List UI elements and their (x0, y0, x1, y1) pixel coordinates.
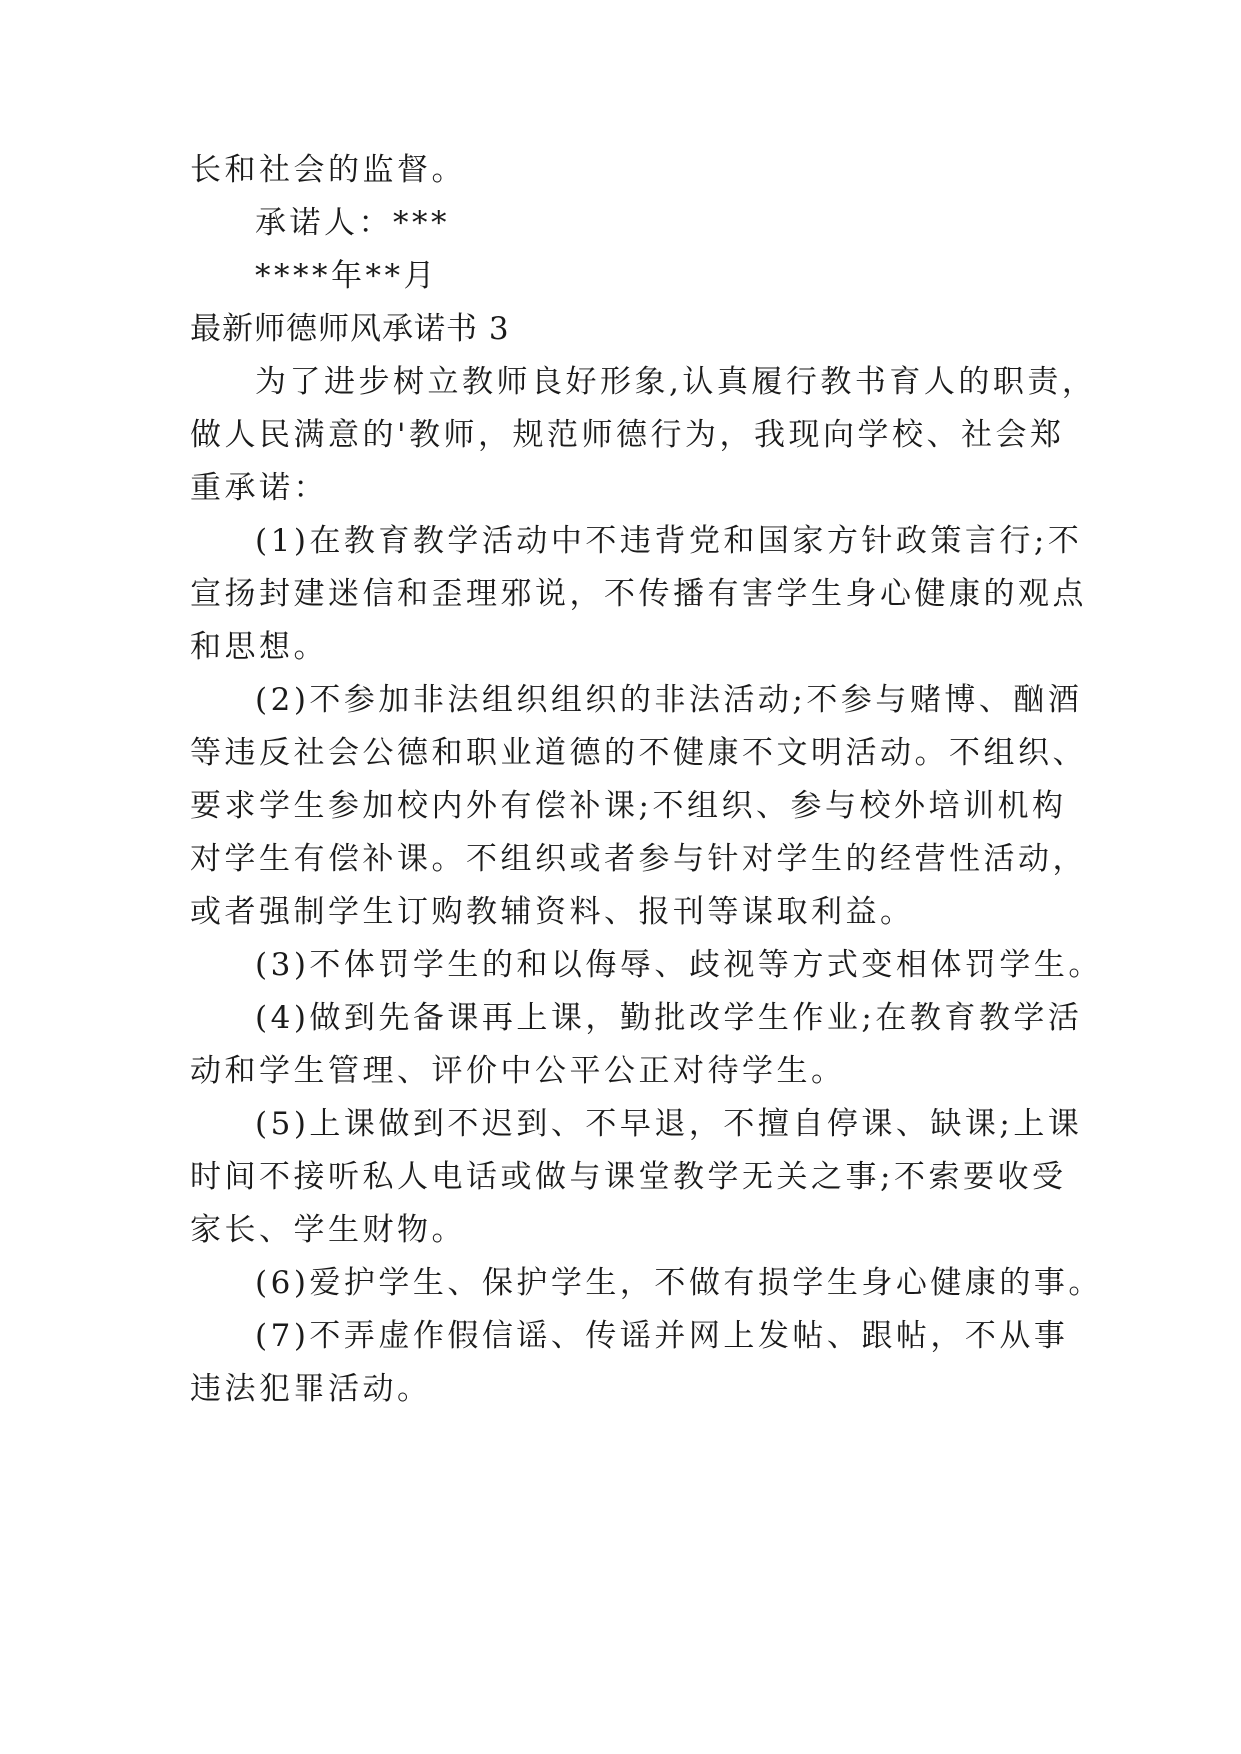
section-title: 最新师德师风承诺书 3 (190, 311, 510, 347)
item-4-line: (4)做到先备课再上课，勤批改学生作业;在教育教学活 (255, 1000, 1083, 1036)
item-3-line: (3)不体罚学生的和以侮辱、歧视等方式变相体罚学生。 (255, 947, 1103, 983)
intro-line: 做人民满意的'教师，规范师德行为，我现向学校、社会郑 (190, 417, 1065, 453)
item-2-line: (2)不参加非法组织组织的非法活动;不参与赌博、酗酒 (255, 682, 1083, 718)
item-5-line: 时间不接听私人电话或做与课堂教学无关之事;不索要收受 (190, 1159, 1067, 1195)
item-1-line: 宣扬封建迷信和歪理邪说，不传播有害学生身心健康的观点 (190, 576, 1087, 612)
item-4-line: 动和学生管理、评价中公平公正对待学生。 (190, 1053, 846, 1089)
item-7-line: 违法犯罪活动。 (190, 1371, 432, 1407)
item-2-line: 等违反社会公德和职业道德的不健康不文明活动。不组织、 (190, 735, 1087, 771)
item-5-line: 家长、学生财物。 (190, 1212, 466, 1248)
date-line: ****年**月 (255, 258, 438, 294)
item-2-line: 要求学生参加校内外有偿补课;不组织、参与校外培训机构 (190, 788, 1067, 824)
previous-section-tail: 长和社会的监督。 (190, 152, 466, 188)
item-6-line: (6)爱护学生、保护学生，不做有损学生身心健康的事。 (255, 1265, 1103, 1301)
item-2-line: 或者强制学生订购教辅资料、报刊等谋取利益。 (190, 894, 915, 930)
item-1-line: (1)在教育教学活动中不违背党和国家方针政策言行;不 (255, 523, 1083, 559)
item-5-line: (5)上课做到不迟到、不早退，不擅自停课、缺课;上课 (255, 1106, 1083, 1142)
intro-line: 重承诺： (190, 470, 328, 506)
item-7-line: (7)不弄虚作假信谣、传谣并网上发帖、跟帖，不从事 (255, 1318, 1069, 1354)
intro-line: 为了进步树立教师良好形象,认真履行教书育人的职责， (255, 364, 1097, 400)
signer-line: 承诺人：*** (255, 205, 450, 241)
item-2-line: 对学生有偿补课。不组织或者参与针对学生的经营性活动， (190, 841, 1087, 877)
item-1-line: 和思想。 (190, 629, 328, 665)
